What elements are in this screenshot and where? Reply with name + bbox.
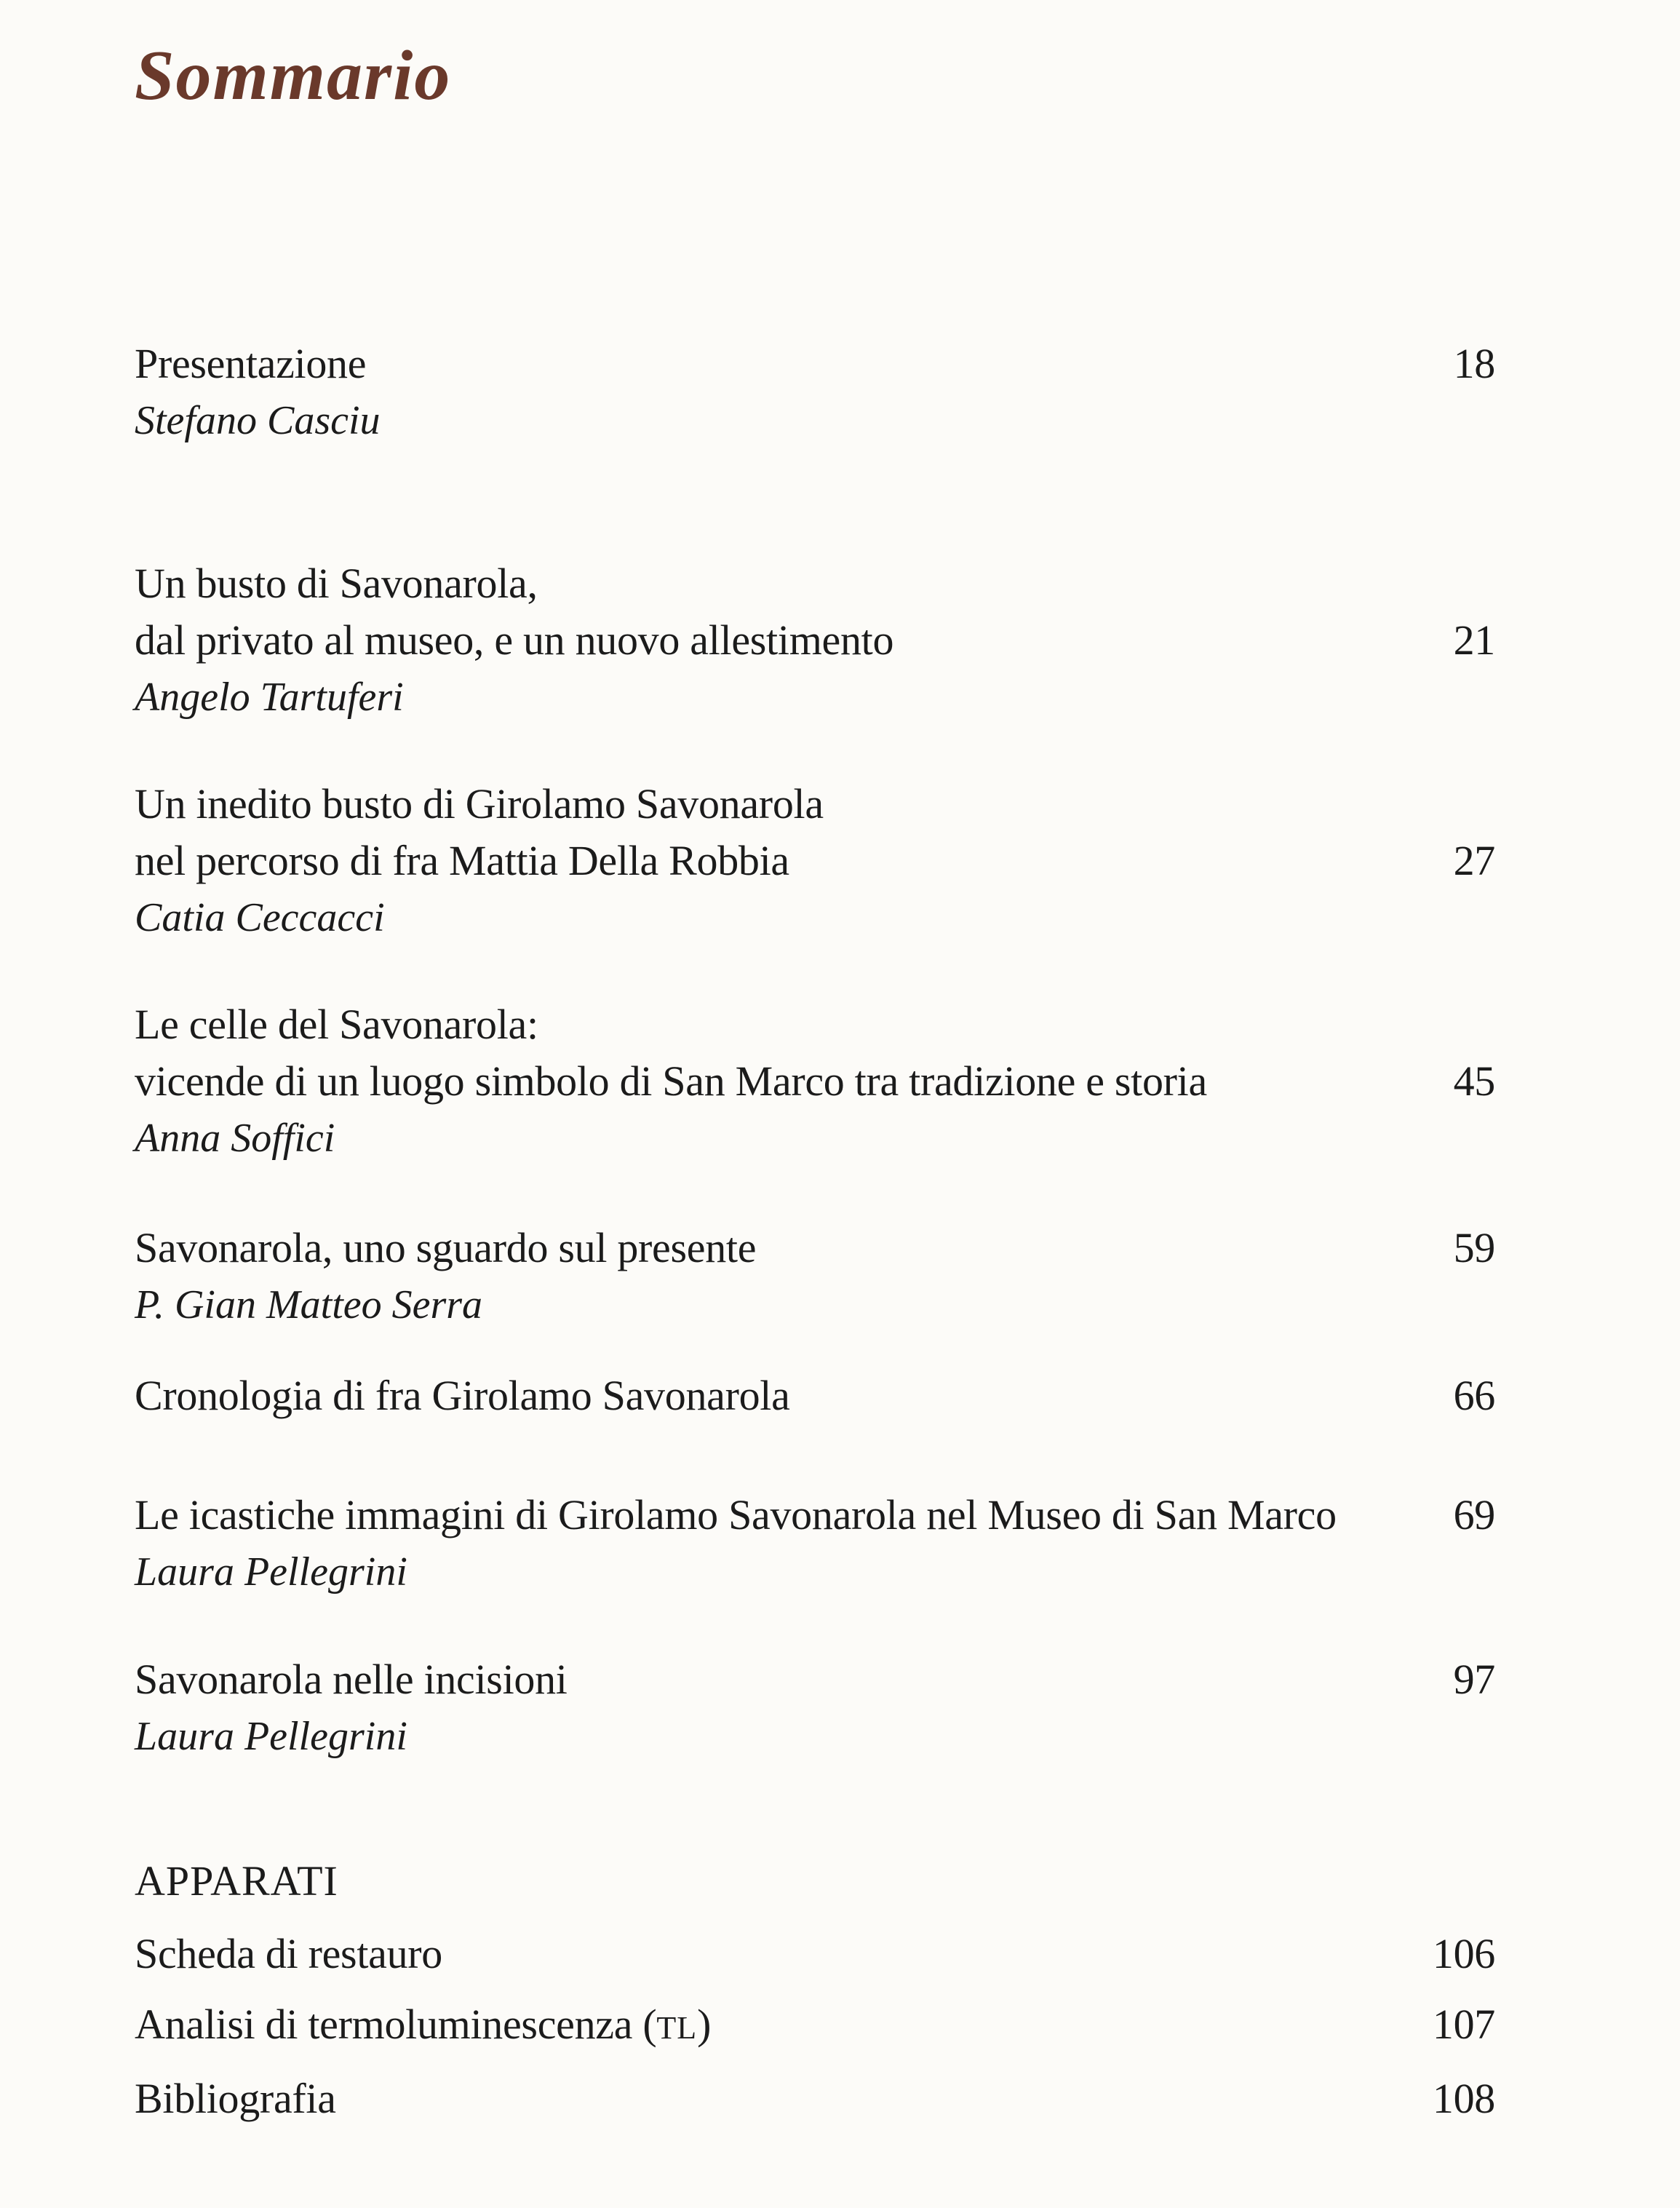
entry-page-number: 69 <box>1453 1491 1495 1538</box>
entry-title-line <box>135 1487 1495 1544</box>
apparati-label-smallcaps: TL <box>656 2010 698 2046</box>
entry-author: Laura Pellegrini <box>135 1549 407 1595</box>
apparati-heading: APPARATI <box>135 1857 338 1905</box>
entry-page-number: 45 <box>1453 1057 1495 1105</box>
entry-author: Angelo Tartuferi <box>135 675 404 720</box>
toc-entry <box>135 335 1495 449</box>
entry-title-line <box>135 776 1495 833</box>
toc-entry <box>135 1367 1495 1424</box>
entry-title-line <box>135 612 1495 669</box>
entry-title: Savonarola, uno sguardo sul presente <box>135 1224 757 1271</box>
entry-title-line <box>135 1220 1495 1276</box>
apparati-item <box>135 1926 1495 1982</box>
entry-page-number: 27 <box>1453 837 1495 884</box>
toc-entry <box>135 1487 1495 1600</box>
entry-title-line <box>135 335 1495 392</box>
toc-entry <box>135 555 1495 726</box>
apparati-page-number: 108 <box>1432 2075 1495 2122</box>
entry-title: Le celle del Savonarola: <box>135 1001 538 1048</box>
entry-title: dal privato al museo, e un nuovo allestimento <box>135 616 894 664</box>
apparati-item <box>135 1996 1495 2057</box>
entry-title: Savonarola nelle incisioni <box>135 1656 568 1703</box>
entry-title: Un inedito busto di Girolamo Savonarola <box>135 780 824 827</box>
entry-page-number: 66 <box>1453 1372 1495 1419</box>
entry-title: Presentazione <box>135 340 367 387</box>
apparati-page-number: 106 <box>1432 1930 1495 1977</box>
apparati-item-label: Bibliografia <box>135 2075 336 2122</box>
entry-author: Anna Soffici <box>135 1116 335 1161</box>
entry-author: P. Gian Matteo Serra <box>135 1282 483 1327</box>
toc-entry <box>135 776 1495 946</box>
entry-title: Le icastiche immagini di Girolamo Savonarola nel Museo di San Marco <box>135 1491 1337 1538</box>
entry-title-line <box>135 1367 1495 1424</box>
entry-author: Laura Pellegrini <box>135 1714 407 1759</box>
entry-page-number: 97 <box>1453 1656 1495 1703</box>
entry-title-line <box>135 555 1495 612</box>
entry-title-line <box>135 996 1495 1053</box>
entry-title: nel percorso di fra Mattia Della Robbia <box>135 837 789 884</box>
entry-page-number: 18 <box>1453 340 1495 387</box>
entry-page-number: 59 <box>1453 1224 1495 1271</box>
apparati-section <box>135 1853 1495 2127</box>
entry-page-number: 21 <box>1453 616 1495 664</box>
apparati-label-post: ) <box>697 2001 712 2048</box>
apparati-item-label <box>135 1996 711 2057</box>
page-title: Sommario <box>135 36 452 115</box>
entry-title-line <box>135 1651 1495 1708</box>
toc-list <box>135 335 1495 2127</box>
apparati-page-number: 107 <box>1432 2001 1495 2048</box>
entry-title: Un busto di Savonarola, <box>135 560 538 607</box>
apparati-item <box>135 2070 1495 2127</box>
toc-entry <box>135 1220 1495 1333</box>
entry-author: Stefano Casciu <box>135 398 381 443</box>
apparati-item-label: Scheda di restauro <box>135 1930 443 1977</box>
entry-title-line <box>135 1053 1495 1110</box>
toc-entry <box>135 996 1495 1167</box>
entry-title: Cronologia di fra Girolamo Savonarola <box>135 1372 790 1419</box>
entry-author: Catia Ceccacci <box>135 895 385 940</box>
toc-entry <box>135 1651 1495 1765</box>
entry-title: vicende di un luogo simbolo di San Marco tra tradizione e storia <box>135 1057 1207 1105</box>
apparati-label-pre: Analisi di termoluminescenza ( <box>135 2001 657 2048</box>
entry-title-line <box>135 833 1495 889</box>
